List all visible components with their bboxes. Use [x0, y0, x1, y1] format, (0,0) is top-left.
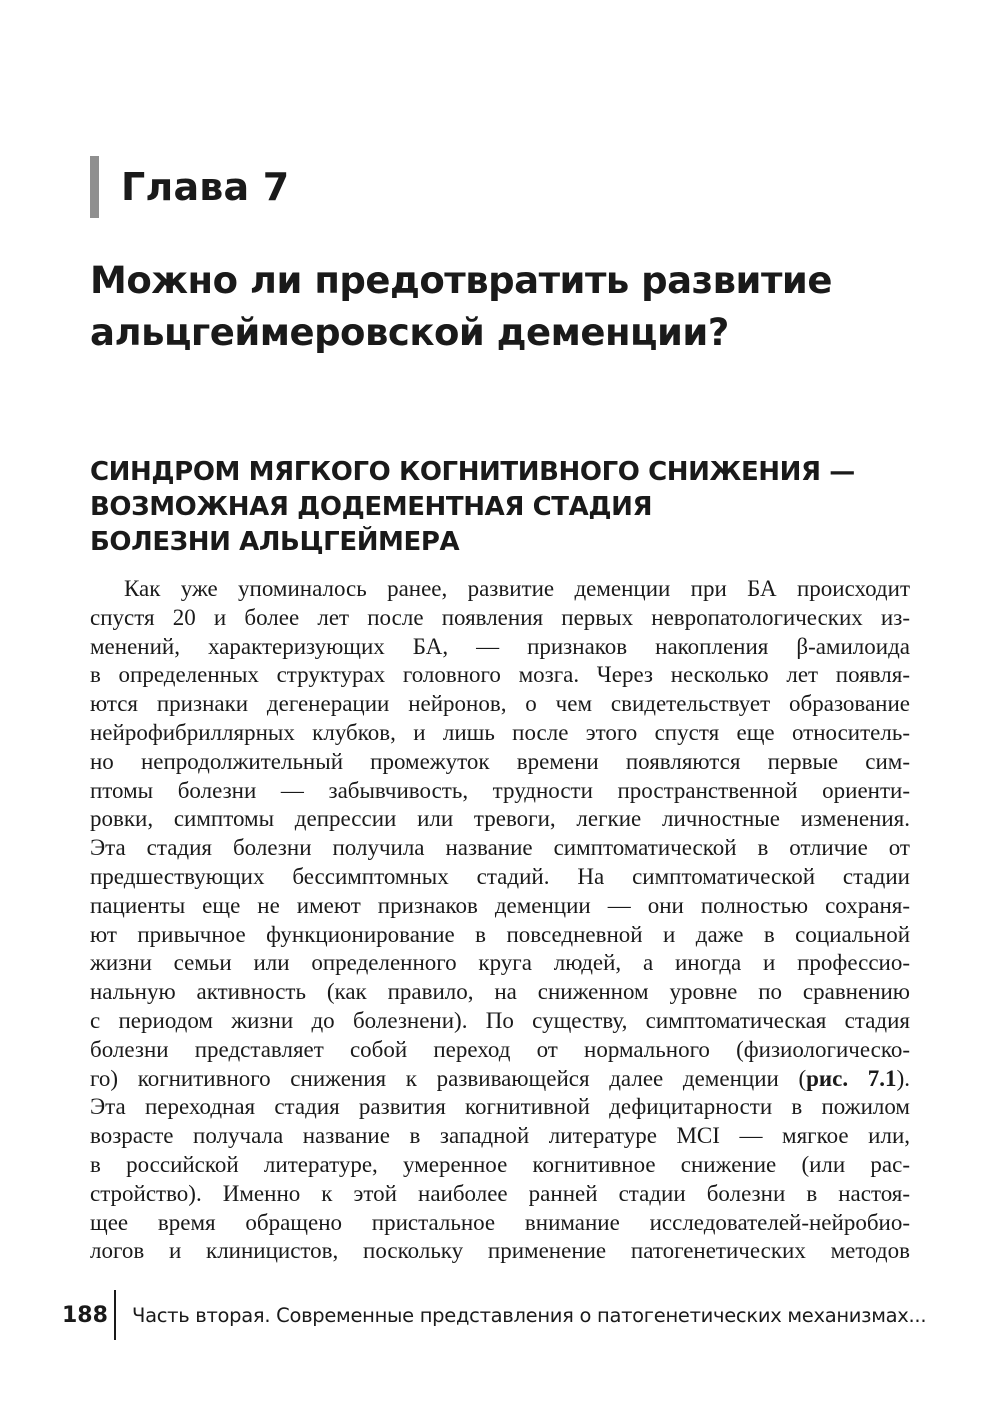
- body-line: ровки, симптомы депрессии или тревоги, легкие личностные изменения.: [90, 806, 910, 832]
- section-title-line: БОЛЕЗНИ АЛЬЦГЕЙМЕРА: [90, 527, 460, 557]
- body-line: логов и клиницистов, поскольку применение патогенетических методов: [90, 1238, 910, 1264]
- chapter-accent-bar: [90, 156, 99, 218]
- figure-reference: рис. 7.1: [806, 1065, 897, 1091]
- chapter-title: [90, 255, 920, 359]
- page-number: 188: [62, 1302, 108, 1328]
- chapter-title-line: альцгеймеровской деменции?: [90, 311, 729, 354]
- section-title-line: СИНДРОМ МЯГКОГО КОГНИТИВНОГО СНИЖЕНИЯ —: [90, 457, 855, 487]
- running-head: Часть вторая. Современные представления о патогенетических механизмах...: [132, 1303, 927, 1327]
- body-line: ются признаки дегенерации нейронов, о чем свидетельствует образование: [90, 691, 910, 717]
- body-line: птомы болезни — забывчивость, трудности пространственной ориенти-: [90, 777, 910, 803]
- body-line: стройство). Именно к этой наиболее ранней стадии болезни в настоя-: [90, 1180, 910, 1206]
- body-line: предшествующих бессимптомных стадий. На симптоматической стадии: [90, 863, 910, 889]
- body-line: Как уже упоминалось ранее, развитие деменции при БА происходит: [124, 576, 910, 601]
- body-line: с периодом жизни до болезнени). По существу, симптоматическая стадия: [90, 1007, 910, 1033]
- body-line: Эта переходная стадия развития когнитивной дефицитарности в пожилом: [90, 1094, 910, 1120]
- body-line: ют привычное функционирование в повседневной и даже в социальной: [90, 921, 910, 947]
- body-line-with-figure-ref: [90, 1065, 910, 1094]
- chapter-title-line: Можно ли предотвратить развитие: [90, 259, 832, 302]
- figure-reference-tail: ).: [896, 1065, 910, 1091]
- body-line: жизни семьи или определенного круга людей, а иногда и профессио-: [90, 950, 910, 976]
- body-line: но непродолжительный промежуток времени появляются первые сим-: [90, 748, 910, 774]
- body-line: спустя 20 и более лет после появления первых невропатологических из-: [90, 604, 910, 630]
- body-line: менений, характеризующих БА, — признаков накопления β-амилоида: [90, 633, 910, 659]
- body-line: болезни представляет собой переход от нормального (физиологическо-: [90, 1036, 910, 1062]
- body-line: пациенты еще не имеют признаков деменции — они полностью сохраня-: [90, 892, 910, 918]
- body-line: в российской литературе, умеренное когнитивное снижение (или рас-: [90, 1151, 910, 1177]
- body-line: нальную активность (как правило, на сниженном уровне по сравнению: [90, 979, 910, 1005]
- body-paragraph: [90, 575, 910, 1266]
- body-line: нейрофибриллярных клубков, и лишь после этого спустя еще относитель-: [90, 719, 910, 745]
- body-line-text: го) когнитивного снижения к развивающейся далее деменции (: [90, 1065, 807, 1091]
- section-title-line: ВОЗМОЖНАЯ ДОДЕМЕНТНАЯ СТАДИЯ: [90, 492, 653, 522]
- page-footer: [62, 1290, 926, 1340]
- section-title: [90, 455, 920, 560]
- body-line: щее время обращено пристальное внимание исследователей-нейробио-: [90, 1209, 910, 1235]
- chapter-heading: [90, 156, 289, 218]
- body-line: Эта стадия болезни получила название симптоматической в отличие от: [90, 835, 910, 861]
- body-line: в определенных структурах головного мозга. Через несколько лет появля-: [90, 662, 910, 688]
- body-line: возрасте получала название в западной литературе MCI — мягкое или,: [90, 1123, 910, 1149]
- chapter-label: Глава 7: [121, 165, 290, 209]
- footer-divider: [114, 1290, 116, 1340]
